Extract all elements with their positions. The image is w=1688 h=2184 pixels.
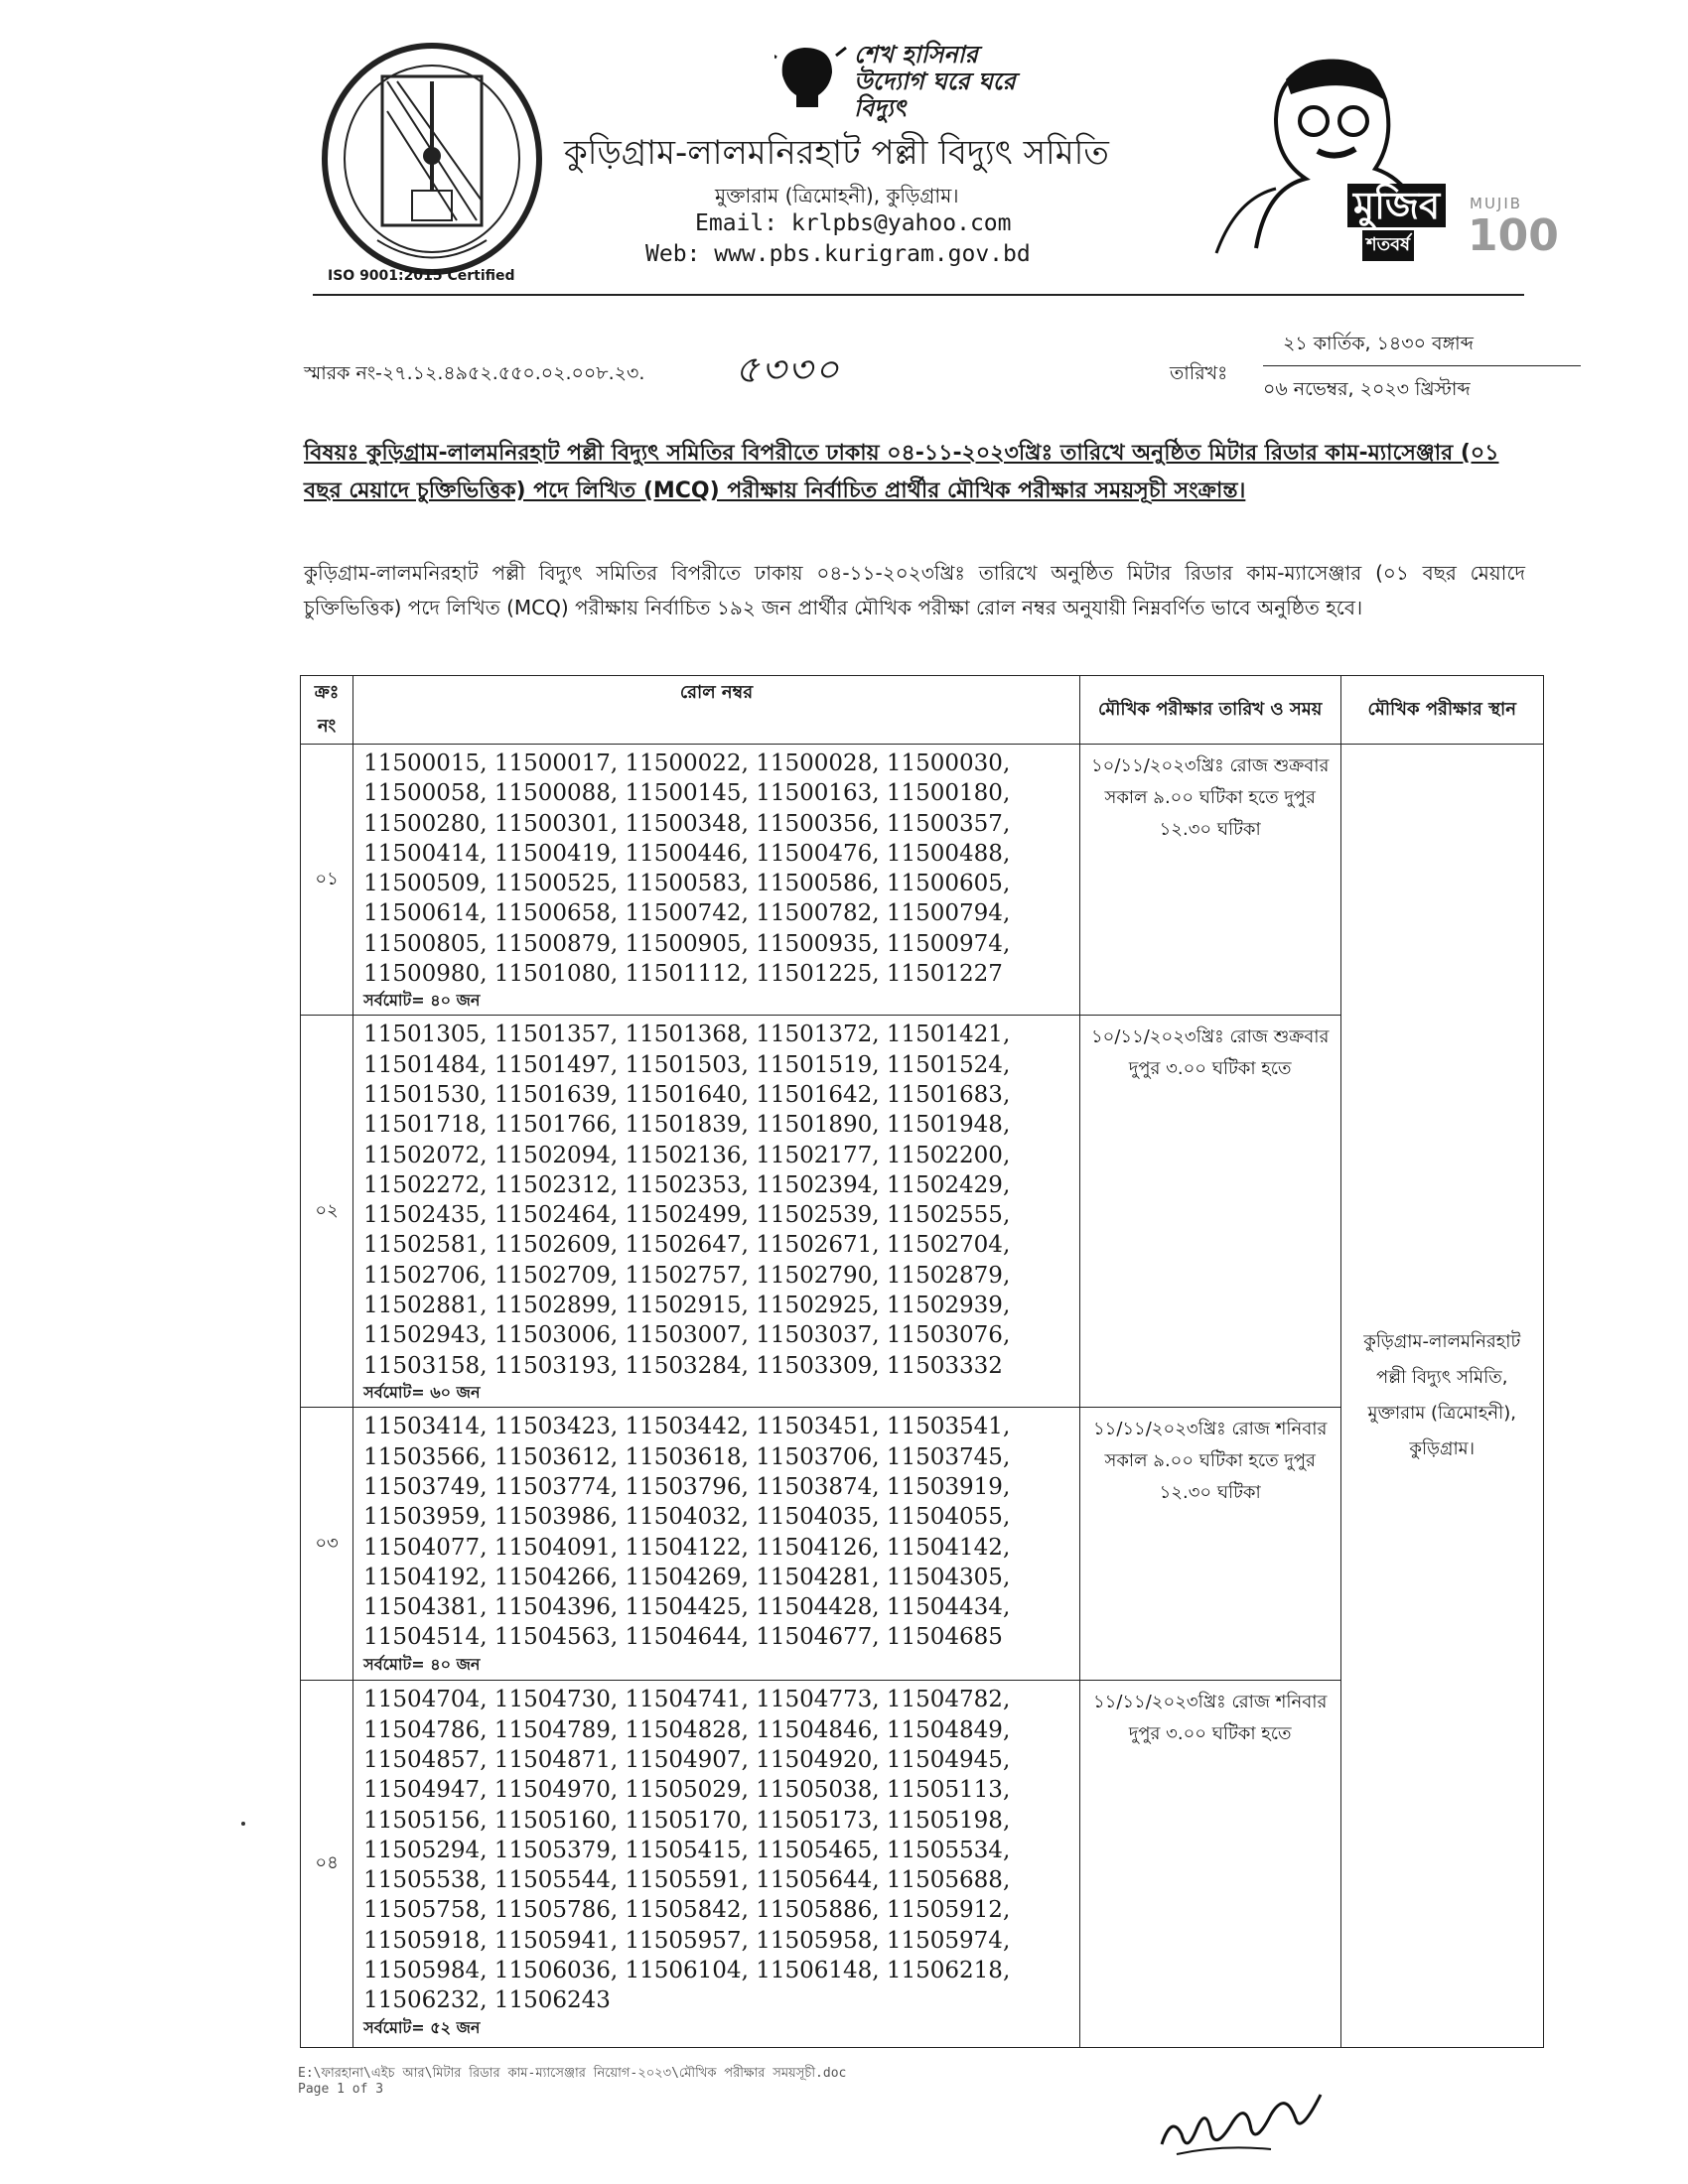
roll-number-line: 11503959, 11503986, 11504032, 11504035, 11504055, <box>363 1504 1011 1531</box>
roll-total: সর্বমোট= ৪০ জন <box>363 991 481 1011</box>
roll-number-line: 11504192, 11504266, 11504269, 11504281, 11504305, <box>363 1564 1011 1590</box>
roll-number-line: 11504077, 11504091, 11504122, 11504126, 11504142, <box>363 1534 1011 1561</box>
exam-time: ১১/১১/২০২৩খ্রিঃ রোজ শনিবার সকাল ৯.০০ ঘটিকা হতে দুপুর ১২.৩০ ঘটিকা <box>1079 1408 1340 1681</box>
roll-number-line: 11505538, 11505544, 11505591, 11505644, 11505688, <box>363 1867 1011 1894</box>
roll-number-line: 11502272, 11502312, 11502353, 11502394, 11502429, <box>363 1171 1011 1198</box>
memo-number-label: স্মারক নং-২৭.১২.৪৯৫২.৫৫০.০২.০০৮.২৩. <box>304 362 645 384</box>
roll-number-line: 11502881, 11502899, 11502915, 11502925, 11502939, <box>363 1293 1011 1319</box>
roll-total: সর্বমোট= ৪০ জন <box>363 1654 481 1674</box>
roll-number-line: 11505918, 11505941, 11505957, 11505958, 11505974, <box>363 1927 1011 1954</box>
viva-schedule-table <box>300 675 1544 2048</box>
roll-number-line: 11506232, 11506243 <box>363 1987 611 2014</box>
pbs-logo <box>318 42 546 280</box>
file-path: E:\ফারহানা\এইচ আর\মিটার রিডার কাম-ম্যাসেঞ্জার নিয়োগ-২০২৩\মৌখিক পরীক্ষার সময়সূচী.doc <box>298 2066 847 2081</box>
date-label: তারিখঃ <box>1170 362 1228 384</box>
roll-number-line: 11504514, 11504563, 11504644, 11504677, 11504685 <box>363 1624 1003 1651</box>
header-divider <box>313 294 1524 296</box>
roll-number-line: 11505294, 11505379, 11505415, 11505465, 11505534, <box>363 1837 1011 1863</box>
roll-number-line: 11503749, 11503774, 11503796, 11503874, 11503919, <box>363 1473 1011 1500</box>
roll-number-line: 11501484, 11501497, 11501503, 11501519, 11501524, <box>363 1051 1011 1078</box>
roll-number-line: 11504857, 11504871, 11504907, 11504920, 11504945, <box>363 1746 1011 1773</box>
roll-number-line: 11502706, 11502709, 11502757, 11502790, 11502879, <box>363 1262 1011 1289</box>
roll-total: সর্বমোট= ৬০ জন <box>363 1382 481 1402</box>
sotoborsho-emblem-text: শতবর্ষ <box>1362 230 1414 261</box>
roll-number-line: 11502435, 11502464, 11502499, 11502539, 11502555, <box>363 1202 1011 1229</box>
roll-number-line: 11505758, 11505786, 11505842, 11505886, 11505912, <box>363 1897 1011 1924</box>
row-serial: ০২ <box>301 1016 353 1408</box>
hundred-emblem-text: 100 <box>1468 210 1559 261</box>
roll-number-line: 11500980, 11501080, 11501112, 11501225, 11501227 <box>363 961 1003 988</box>
exam-time: ১০/১১/২০২৩খ্রিঃ রোজ শুক্রবার দুপুর ৩.০০ ঘটিকা হতে <box>1079 1016 1340 1408</box>
roll-number-line: 11504704, 11504730, 11504741, 11504773, 11504782, <box>363 1687 1011 1713</box>
roll-number-line: 11500614, 11500658, 11500742, 11500782, 11500794, <box>363 900 1011 927</box>
roll-number-line: 11501530, 11501639, 11501640, 11501642, 11501683, <box>363 1081 1011 1108</box>
letter-body: কুড়িগ্রাম-লালমনিরহাট পল্লী বিদ্যুৎ সমিতির বিপরীতে ঢাকায় ০৪-১১-২০২৩খ্রিঃ তারিখে অনুষ্ঠিত মিটার রিডার কাম-ম্যাসেঞ্জার (০১ বছর মেয়াদে চুক্তিভিত্তিক) পদে লিখিত (MCQ) পরীক্ষায় নির্বাচিত ১৯২ জন প্রার্থীর মৌখিক পরীক্ষা রোল নম্বর অনুযায়ী নিম্নবর্ণিত ভাবে অনুষ্ঠিত হবে। <box>304 561 1525 619</box>
roll-number-line: 11504786, 11504789, 11504828, 11504846, 11504849, <box>363 1716 1011 1743</box>
header-exam-time: মৌখিক পরীক্ষার তারিখ ও সময় <box>1079 676 1340 745</box>
roll-number-line: 11504381, 11504396, 11504425, 11504428, 11504434, <box>363 1594 1011 1621</box>
table-header-row <box>301 676 1544 745</box>
organization-address: মুক্তারাম (ত্রিমোহনী), কুড়িগ্রাম। <box>715 184 959 207</box>
roll-number-line: 11500805, 11500879, 11500905, 11500935, 11500974, <box>363 930 1011 957</box>
roll-number-line: 11500414, 11500419, 11500446, 11500476, 11500488, <box>363 840 1011 867</box>
roll-number-line: 11500509, 11500525, 11500583, 11500586, 11500605, <box>363 871 1011 897</box>
exam-time: ১০/১১/২০২৩খ্রিঃ রোজ শুক্রবার সকাল ৯.০০ ঘটিকা হতে দুপুর ১২.৩০ ঘটিকা <box>1079 745 1340 1016</box>
roll-cell <box>353 1681 1080 2048</box>
roll-cell <box>353 1408 1080 1681</box>
roll-number-list <box>363 1412 1071 1652</box>
exam-venue: কুড়িগ্রাম-লালমনিরহাট পল্লী বিদ্যুৎ সমিতি, মুক্তারাম (ত্রিমোহনী), কুড়িগ্রাম। <box>1340 745 1544 2048</box>
roll-number-line: 11500280, 11500301, 11500348, 11500356, 11500357, <box>363 810 1011 837</box>
roll-number-line: 11503414, 11503423, 11503442, 11503451, 11503541, <box>363 1414 1011 1440</box>
roll-number-list <box>363 749 1071 989</box>
roll-number-line: 11504947, 11504970, 11505029, 11505038, 11505113, <box>363 1777 1011 1804</box>
exam-time: ১১/১১/২০২৩খ্রিঃ রোজ শনিবার দুপুর ৩.০০ ঘটিকা হতে <box>1079 1681 1340 2048</box>
roll-number-line: 11502581, 11502609, 11502647, 11502671, 11502704, <box>363 1232 1011 1259</box>
iso-certification: ISO 9001:2015 Certified <box>328 268 515 284</box>
roll-number-line: 11502943, 11503006, 11503007, 11503037, 11503076, <box>363 1322 1011 1349</box>
header-roll-number: রোল নম্বর <box>353 676 1080 745</box>
row-serial: ০৩ <box>301 1408 353 1681</box>
roll-number-line: 11500015, 11500017, 11500022, 11500028, 11500030, <box>363 751 1011 776</box>
roll-number-line: 11505156, 11505160, 11505170, 11505173, 11505198, <box>363 1807 1011 1834</box>
slogan-text: শেখ হাসিনার উদ্যোগ ঘরে ঘরে বিদ্যুৎ <box>854 41 1016 122</box>
roll-number-list <box>363 1685 1071 2015</box>
table-row <box>301 745 1544 1016</box>
roll-number-line: 11505984, 11506036, 11506104, 11506148, 11506218, <box>363 1958 1011 1984</box>
date-divider <box>1263 365 1581 366</box>
roll-number-line: 11502072, 11502094, 11502136, 11502177, 11502200, <box>363 1142 1011 1168</box>
scan-speck <box>241 1822 245 1826</box>
roll-number-line: 11501305, 11501357, 11501368, 11501372, 11501421, <box>363 1022 1011 1048</box>
date-english: ০৬ নভেম্বর, ২০২৩ খ্রিস্টাব্দ <box>1263 378 1471 400</box>
row-serial: ০৪ <box>301 1681 353 2048</box>
organization-website: Web: www.pbs.kurigram.gov.bd <box>645 241 1031 267</box>
organization-name: কুড়িগ্রাম-লালমনিরহাট পল্লী বিদ্যুৎ সমিতি <box>564 133 1109 173</box>
mujib-latin-text: MUJIB <box>1470 195 1523 212</box>
roll-cell <box>353 1016 1080 1408</box>
roll-total: সর্বমোট= ৫২ জন <box>363 2017 481 2037</box>
roll-number-line: 11503566, 11503612, 11503618, 11503706, 11503745, <box>363 1443 1011 1470</box>
date-bangla: ২১ কার্তিক, ১৪৩০ বঙ্গাব্দ <box>1283 333 1475 354</box>
organization-email: Email: krlpbs@yahoo.com <box>695 210 1012 236</box>
page-indicator: Page 1 of 3 <box>298 2082 384 2097</box>
roll-number-list <box>363 1020 1071 1381</box>
row-serial: ০১ <box>301 745 353 1016</box>
roll-number-line: 11503158, 11503193, 11503284, 11503309, 11503332 <box>363 1352 1003 1379</box>
letter-subject: বিষয়ঃ কুড়িগ্রাম-লালমনিরহাট পল্লী বিদ্যুৎ সমিতির বিপরীতে ঢাকায় ০৪-১১-২০২৩খ্রিঃ তারিখে অনুষ্ঠিত মিটার রিডার কাম-ম্যাসেঞ্জার (০১ বছর মেয়াদে চুক্তিভিত্তিক) পদে লিখিত (MCQ) পরীক্ষায় নির্বাচিত প্রার্থীর মৌখিক পরীক্ষার সময়সূচী সংক্রান্ত। <box>304 441 1499 503</box>
roll-number-line: 11500058, 11500088, 11500145, 11500163, 11500180, <box>363 780 1011 807</box>
header-serial: ক্রঃ নং <box>301 676 353 745</box>
roll-cell <box>353 745 1080 1016</box>
roll-number-line: 11501718, 11501766, 11501839, 11501890, 11501948, <box>363 1112 1011 1139</box>
signature <box>1152 2075 1331 2164</box>
memo-handwritten-number: ৫৩৩০ <box>735 347 841 391</box>
mujib-emblem-text: মুজিব <box>1347 184 1446 227</box>
header-exam-venue: মৌখিক পরীক্ষার স্থান <box>1340 676 1544 745</box>
